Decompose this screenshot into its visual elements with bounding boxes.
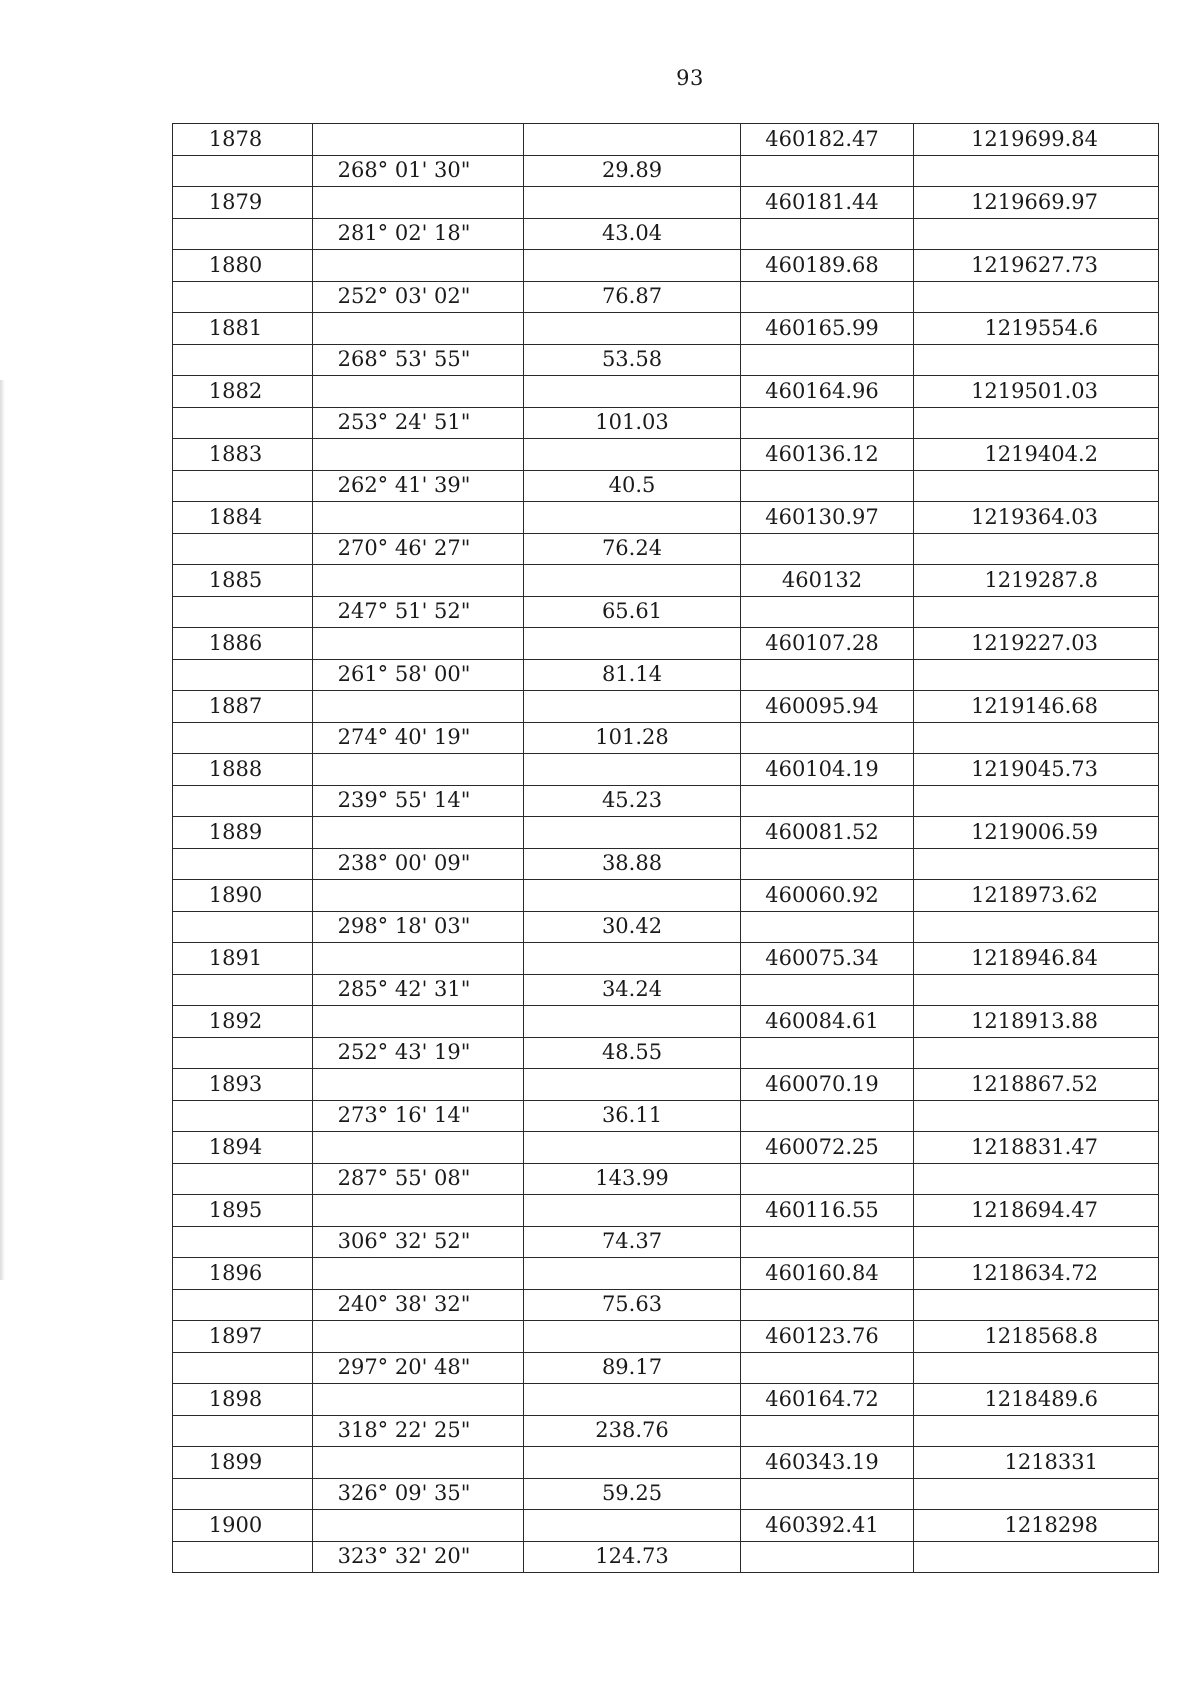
table-row-station xyxy=(173,565,1159,597)
table-row-course xyxy=(173,218,1159,250)
bearing-cell: 270° 46' 27" xyxy=(313,533,524,565)
empty-cell xyxy=(914,1478,1159,1510)
empty-cell xyxy=(524,124,741,156)
empty-cell xyxy=(914,848,1159,880)
distance-cell: 36.11 xyxy=(524,1100,741,1132)
easting-cell: 1218331 xyxy=(914,1447,1159,1479)
table-row-station xyxy=(173,124,1159,156)
distance-cell: 34.24 xyxy=(524,974,741,1006)
distance-cell: 30.42 xyxy=(524,911,741,943)
empty-cell xyxy=(173,1352,313,1384)
distance-cell: 40.5 xyxy=(524,470,741,502)
station-cell: 1880 xyxy=(173,250,313,282)
table-row-station xyxy=(173,502,1159,534)
empty-cell xyxy=(313,1510,524,1542)
distance-cell: 124.73 xyxy=(524,1541,741,1573)
empty-cell xyxy=(914,344,1159,376)
empty-cell xyxy=(741,1100,914,1132)
empty-cell xyxy=(741,218,914,250)
empty-cell xyxy=(914,1037,1159,1069)
table-row-station xyxy=(173,1006,1159,1038)
bearing-cell: 261° 58' 00" xyxy=(313,659,524,691)
station-cell: 1896 xyxy=(173,1258,313,1290)
survey-coordinates-table xyxy=(172,123,1159,1573)
table-row-course xyxy=(173,407,1159,439)
northing-cell: 460130.97 xyxy=(741,502,914,534)
table-row-course xyxy=(173,1163,1159,1195)
station-cell: 1892 xyxy=(173,1006,313,1038)
bearing-cell: 318° 22' 25" xyxy=(313,1415,524,1447)
easting-cell: 1219006.59 xyxy=(914,817,1159,849)
northing-cell: 460392.41 xyxy=(741,1510,914,1542)
empty-cell xyxy=(524,943,741,975)
table-row-course xyxy=(173,911,1159,943)
northing-cell: 460104.19 xyxy=(741,754,914,786)
empty-cell xyxy=(741,659,914,691)
table-row-course xyxy=(173,722,1159,754)
empty-cell xyxy=(173,218,313,250)
table-row-station xyxy=(173,250,1159,282)
empty-cell xyxy=(914,974,1159,1006)
table-row-station xyxy=(173,187,1159,219)
easting-cell: 1219227.03 xyxy=(914,628,1159,660)
empty-cell xyxy=(914,1352,1159,1384)
table-row-course xyxy=(173,470,1159,502)
station-cell: 1893 xyxy=(173,1069,313,1101)
bearing-cell: 252° 03' 02" xyxy=(313,281,524,313)
empty-cell xyxy=(173,1415,313,1447)
station-cell: 1884 xyxy=(173,502,313,534)
empty-cell xyxy=(524,880,741,912)
empty-cell xyxy=(914,407,1159,439)
empty-cell xyxy=(313,565,524,597)
empty-cell xyxy=(313,1069,524,1101)
empty-cell xyxy=(741,848,914,880)
table-row-course xyxy=(173,596,1159,628)
distance-cell: 76.24 xyxy=(524,533,741,565)
distance-cell: 75.63 xyxy=(524,1289,741,1321)
table-body xyxy=(173,124,1159,1573)
table-row-station xyxy=(173,880,1159,912)
table-row-course xyxy=(173,533,1159,565)
empty-cell xyxy=(173,1100,313,1132)
empty-cell xyxy=(313,502,524,534)
empty-cell xyxy=(914,785,1159,817)
table-row-course xyxy=(173,1352,1159,1384)
northing-cell: 460070.19 xyxy=(741,1069,914,1101)
station-cell: 1887 xyxy=(173,691,313,723)
northing-cell: 460123.76 xyxy=(741,1321,914,1353)
table-row-course xyxy=(173,281,1159,313)
bearing-cell: 281° 02' 18" xyxy=(313,218,524,250)
distance-cell: 101.28 xyxy=(524,722,741,754)
station-cell: 1889 xyxy=(173,817,313,849)
empty-cell xyxy=(741,1226,914,1258)
empty-cell xyxy=(524,1384,741,1416)
table-row-station xyxy=(173,1132,1159,1164)
easting-cell: 1219699.84 xyxy=(914,124,1159,156)
empty-cell xyxy=(914,218,1159,250)
empty-cell xyxy=(173,1226,313,1258)
table-row-course xyxy=(173,785,1159,817)
empty-cell xyxy=(524,502,741,534)
empty-cell xyxy=(313,943,524,975)
empty-cell xyxy=(173,974,313,1006)
empty-cell xyxy=(524,376,741,408)
empty-cell xyxy=(914,1163,1159,1195)
distance-cell: 29.89 xyxy=(524,155,741,187)
empty-cell xyxy=(313,880,524,912)
empty-cell xyxy=(524,628,741,660)
distance-cell: 81.14 xyxy=(524,659,741,691)
northing-cell: 460132 xyxy=(741,565,914,597)
empty-cell xyxy=(173,596,313,628)
easting-cell: 1219554.6 xyxy=(914,313,1159,345)
empty-cell xyxy=(173,1541,313,1573)
empty-cell xyxy=(914,1289,1159,1321)
empty-cell xyxy=(173,1478,313,1510)
empty-cell xyxy=(313,1384,524,1416)
table-row-station xyxy=(173,313,1159,345)
easting-cell: 1219146.68 xyxy=(914,691,1159,723)
table-row-course xyxy=(173,1541,1159,1573)
table-row-station xyxy=(173,1384,1159,1416)
empty-cell xyxy=(524,1447,741,1479)
easting-cell: 1218694.47 xyxy=(914,1195,1159,1227)
northing-cell: 460116.55 xyxy=(741,1195,914,1227)
northing-cell: 460189.68 xyxy=(741,250,914,282)
table-row-course xyxy=(173,1478,1159,1510)
empty-cell xyxy=(173,281,313,313)
empty-cell xyxy=(313,376,524,408)
table-row-station xyxy=(173,376,1159,408)
easting-cell: 1218913.88 xyxy=(914,1006,1159,1038)
station-cell: 1897 xyxy=(173,1321,313,1353)
bearing-cell: 268° 53' 55" xyxy=(313,344,524,376)
station-cell: 1898 xyxy=(173,1384,313,1416)
bearing-cell: 252° 43' 19" xyxy=(313,1037,524,1069)
station-cell: 1879 xyxy=(173,187,313,219)
table-row-course xyxy=(173,659,1159,691)
easting-cell: 1218973.62 xyxy=(914,880,1159,912)
empty-cell xyxy=(313,124,524,156)
northing-cell: 460060.92 xyxy=(741,880,914,912)
table-row-station xyxy=(173,943,1159,975)
station-cell: 1878 xyxy=(173,124,313,156)
empty-cell xyxy=(914,155,1159,187)
easting-cell: 1219501.03 xyxy=(914,376,1159,408)
table-row-station xyxy=(173,1258,1159,1290)
empty-cell xyxy=(914,281,1159,313)
distance-cell: 43.04 xyxy=(524,218,741,250)
bearing-cell: 240° 38' 32" xyxy=(313,1289,524,1321)
empty-cell xyxy=(173,344,313,376)
distance-cell: 65.61 xyxy=(524,596,741,628)
table-row-station xyxy=(173,439,1159,471)
station-cell: 1890 xyxy=(173,880,313,912)
table-row-station xyxy=(173,628,1159,660)
station-cell: 1900 xyxy=(173,1510,313,1542)
distance-cell: 76.87 xyxy=(524,281,741,313)
bearing-cell: 247° 51' 52" xyxy=(313,596,524,628)
table-row-course xyxy=(173,155,1159,187)
empty-cell xyxy=(914,1541,1159,1573)
easting-cell: 1218634.72 xyxy=(914,1258,1159,1290)
empty-cell xyxy=(313,817,524,849)
empty-cell xyxy=(173,1037,313,1069)
empty-cell xyxy=(741,344,914,376)
empty-cell xyxy=(524,1195,741,1227)
bearing-cell: 253° 24' 51" xyxy=(313,407,524,439)
empty-cell xyxy=(313,439,524,471)
table-row-station xyxy=(173,817,1159,849)
empty-cell xyxy=(173,1289,313,1321)
table-row-course xyxy=(173,1415,1159,1447)
bearing-cell: 326° 09' 35" xyxy=(313,1478,524,1510)
station-cell: 1899 xyxy=(173,1447,313,1479)
empty-cell xyxy=(173,722,313,754)
empty-cell xyxy=(741,1541,914,1573)
empty-cell xyxy=(914,470,1159,502)
empty-cell xyxy=(524,250,741,282)
empty-cell xyxy=(741,1415,914,1447)
empty-cell xyxy=(524,1132,741,1164)
bearing-cell: 306° 32' 52" xyxy=(313,1226,524,1258)
empty-cell xyxy=(173,407,313,439)
empty-cell xyxy=(524,754,741,786)
empty-cell xyxy=(741,722,914,754)
empty-cell xyxy=(173,470,313,502)
bearing-cell: 297° 20' 48" xyxy=(313,1352,524,1384)
table-row-course xyxy=(173,1100,1159,1132)
distance-cell: 59.25 xyxy=(524,1478,741,1510)
northing-cell: 460075.34 xyxy=(741,943,914,975)
easting-cell: 1219404.2 xyxy=(914,439,1159,471)
easting-cell: 1218946.84 xyxy=(914,943,1159,975)
empty-cell xyxy=(313,1132,524,1164)
empty-cell xyxy=(741,1289,914,1321)
distance-cell: 45.23 xyxy=(524,785,741,817)
station-cell: 1895 xyxy=(173,1195,313,1227)
table-row-course xyxy=(173,1289,1159,1321)
table-row-station xyxy=(173,1510,1159,1542)
station-cell: 1885 xyxy=(173,565,313,597)
empty-cell xyxy=(741,1478,914,1510)
empty-cell xyxy=(313,1195,524,1227)
northing-cell: 460081.52 xyxy=(741,817,914,849)
distance-cell: 53.58 xyxy=(524,344,741,376)
empty-cell xyxy=(914,911,1159,943)
distance-cell: 89.17 xyxy=(524,1352,741,1384)
table-row-course xyxy=(173,1226,1159,1258)
empty-cell xyxy=(524,1069,741,1101)
empty-cell xyxy=(741,1163,914,1195)
empty-cell xyxy=(173,848,313,880)
easting-cell: 1219287.8 xyxy=(914,565,1159,597)
empty-cell xyxy=(313,754,524,786)
empty-cell xyxy=(741,974,914,1006)
station-cell: 1886 xyxy=(173,628,313,660)
station-cell: 1894 xyxy=(173,1132,313,1164)
table-row-course xyxy=(173,848,1159,880)
station-cell: 1888 xyxy=(173,754,313,786)
easting-cell: 1218298 xyxy=(914,1510,1159,1542)
northing-cell: 460343.19 xyxy=(741,1447,914,1479)
scan-edge-shadow xyxy=(0,380,5,1280)
distance-cell: 38.88 xyxy=(524,848,741,880)
distance-cell: 101.03 xyxy=(524,407,741,439)
table-row-station xyxy=(173,691,1159,723)
empty-cell xyxy=(524,565,741,597)
empty-cell xyxy=(524,691,741,723)
easting-cell: 1219627.73 xyxy=(914,250,1159,282)
station-cell: 1881 xyxy=(173,313,313,345)
station-cell: 1883 xyxy=(173,439,313,471)
empty-cell xyxy=(741,1037,914,1069)
easting-cell: 1219669.97 xyxy=(914,187,1159,219)
table-row-course xyxy=(173,1037,1159,1069)
easting-cell: 1219045.73 xyxy=(914,754,1159,786)
empty-cell xyxy=(741,470,914,502)
distance-cell: 48.55 xyxy=(524,1037,741,1069)
easting-cell: 1218867.52 xyxy=(914,1069,1159,1101)
empty-cell xyxy=(313,691,524,723)
northing-cell: 460084.61 xyxy=(741,1006,914,1038)
distance-cell: 74.37 xyxy=(524,1226,741,1258)
northing-cell: 460164.72 xyxy=(741,1384,914,1416)
northing-cell: 460095.94 xyxy=(741,691,914,723)
empty-cell xyxy=(173,155,313,187)
station-cell: 1891 xyxy=(173,943,313,975)
bearing-cell: 298° 18' 03" xyxy=(313,911,524,943)
empty-cell xyxy=(524,313,741,345)
bearing-cell: 287° 55' 08" xyxy=(313,1163,524,1195)
empty-cell xyxy=(741,281,914,313)
northing-cell: 460165.99 xyxy=(741,313,914,345)
empty-cell xyxy=(313,628,524,660)
northing-cell: 460181.44 xyxy=(741,187,914,219)
empty-cell xyxy=(524,1510,741,1542)
empty-cell xyxy=(524,1006,741,1038)
empty-cell xyxy=(313,250,524,282)
empty-cell xyxy=(914,533,1159,565)
table-row-station xyxy=(173,1321,1159,1353)
bearing-cell: 285° 42' 31" xyxy=(313,974,524,1006)
empty-cell xyxy=(741,533,914,565)
empty-cell xyxy=(524,1258,741,1290)
empty-cell xyxy=(313,1006,524,1038)
table-row-station xyxy=(173,1447,1159,1479)
easting-cell: 1218568.8 xyxy=(914,1321,1159,1353)
empty-cell xyxy=(914,1226,1159,1258)
empty-cell xyxy=(173,1163,313,1195)
bearing-cell: 238° 00' 09" xyxy=(313,848,524,880)
empty-cell xyxy=(914,1415,1159,1447)
empty-cell xyxy=(524,439,741,471)
empty-cell xyxy=(914,1100,1159,1132)
empty-cell xyxy=(741,407,914,439)
distance-cell: 143.99 xyxy=(524,1163,741,1195)
easting-cell: 1218489.6 xyxy=(914,1384,1159,1416)
empty-cell xyxy=(524,187,741,219)
bearing-cell: 273° 16' 14" xyxy=(313,1100,524,1132)
empty-cell xyxy=(313,187,524,219)
empty-cell xyxy=(741,155,914,187)
northing-cell: 460160.84 xyxy=(741,1258,914,1290)
empty-cell xyxy=(173,533,313,565)
easting-cell: 1218831.47 xyxy=(914,1132,1159,1164)
empty-cell xyxy=(313,1447,524,1479)
northing-cell: 460136.12 xyxy=(741,439,914,471)
northing-cell: 460164.96 xyxy=(741,376,914,408)
distance-cell: 238.76 xyxy=(524,1415,741,1447)
northing-cell: 460182.47 xyxy=(741,124,914,156)
northing-cell: 460072.25 xyxy=(741,1132,914,1164)
empty-cell xyxy=(741,1352,914,1384)
table-row-course xyxy=(173,974,1159,1006)
table-row-station xyxy=(173,1195,1159,1227)
empty-cell xyxy=(313,1321,524,1353)
empty-cell xyxy=(914,722,1159,754)
easting-cell: 1219364.03 xyxy=(914,502,1159,534)
empty-cell xyxy=(313,313,524,345)
empty-cell xyxy=(173,911,313,943)
bearing-cell: 262° 41' 39" xyxy=(313,470,524,502)
page-number: 93 xyxy=(676,66,704,90)
empty-cell xyxy=(173,659,313,691)
table-row-station xyxy=(173,754,1159,786)
bearing-cell: 268° 01' 30" xyxy=(313,155,524,187)
empty-cell xyxy=(524,817,741,849)
empty-cell xyxy=(914,659,1159,691)
bearing-cell: 239° 55' 14" xyxy=(313,785,524,817)
table-row-course xyxy=(173,344,1159,376)
empty-cell xyxy=(313,1258,524,1290)
empty-cell xyxy=(524,1321,741,1353)
station-cell: 1882 xyxy=(173,376,313,408)
empty-cell xyxy=(741,785,914,817)
table-row-station xyxy=(173,1069,1159,1101)
empty-cell xyxy=(173,785,313,817)
empty-cell xyxy=(741,596,914,628)
northing-cell: 460107.28 xyxy=(741,628,914,660)
bearing-cell: 274° 40' 19" xyxy=(313,722,524,754)
bearing-cell: 323° 32' 20" xyxy=(313,1541,524,1573)
empty-cell xyxy=(741,911,914,943)
empty-cell xyxy=(914,596,1159,628)
